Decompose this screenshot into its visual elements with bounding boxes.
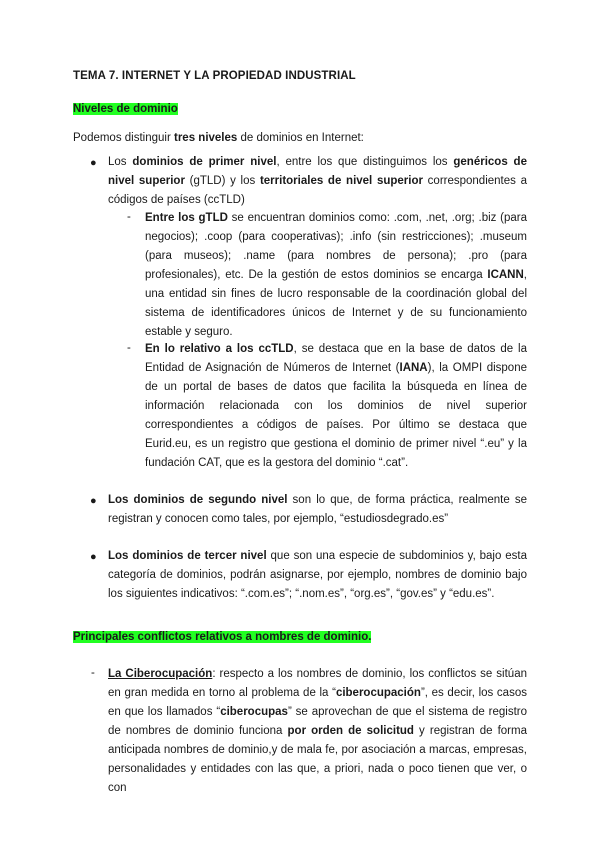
dash-marker: - (127, 342, 131, 354)
section-heading-text: Principales conflictos relativos a nombres de dominio. (73, 631, 372, 643)
bullet-tercer-nivel: Los dominios de tercer nivel que son una especie de subdominios y, bajo esta categoría de dominios, podrán asignarse, por ejemplo, nombres de dominio bajo los siguientes indicativos: “.com.es”; “.nom.es”, “org.es”, “gov.es” y “edu.es”. (108, 550, 527, 600)
section-heading-conflictos (73, 627, 371, 645)
intro-text: Podemos distinguir (73, 132, 174, 144)
section-heading-text: Niveles de dominio (73, 103, 178, 115)
intro-bold: tres niveles (174, 132, 238, 144)
intro-paragraph (73, 132, 364, 144)
subitem-gtld: Entre los gTLD se encuentran dominios como: .com, .net, .org; .biz (para negocios); .coop (para cooperativas); .info (sin restricciones); .museum (para museos); .name (para nombres de persona); .pro (para profesionales), etc. De la gestión de estos dominios se encarga ICANN, una entidad sin fines de lucro responsable de la coordinación global del sistema de identificadores únicos de Internet y de su funcionamiento estable y seguro. (145, 212, 527, 338)
bullet-primer-nivel: Los dominios de primer nivel, entre los que distinguimos los genéricos de nivel superior (gTLD) y los territoriales de nivel superior correspondientes a códigos de países (ccTLD) (108, 156, 527, 206)
item-ciberocupacion: La Ciberocupación: respecto a los nombres de dominio, los conflictos se sitúan en gran medida en torno al problema de la “ciberocupación”, es decir, los casos en que los llamados “ciberocupas” se aprovechan de que el sistema de registro de nombres de dominio funciona por orden de solicitud y registran de forma anticipada nombres de dominio,y de mala fe, por asociación a marcas, empresas, personalidades y entidades con las que, a priori, nada o poco tienen que ver, o con (108, 668, 528, 794)
bullet-marker: ● (90, 551, 97, 563)
intro-text-end: de dominios en Internet: (237, 132, 364, 144)
bullet-marker: ● (90, 495, 97, 507)
bullet-marker: ● (90, 157, 97, 169)
bullet-segundo-nivel: Los dominios de segundo nivel son lo que, de forma práctica, realmente se registran y conocen como tales, por ejemplo, “estudiosdegrado.es” (108, 494, 527, 525)
section-heading-niveles (73, 99, 178, 117)
dash-marker: - (127, 211, 131, 223)
dash-marker: - (91, 667, 95, 679)
subitem-cctld: En lo relativo a los ccTLD, se destaca que en la base de datos de la Entidad de Asignación de Números de Internet (IANA), la OMPI dispone de un portal de bases de datos que facilita la búsqueda en línea de información relacionada con los dominios de nivel superior correspondientes a códigos de países. Por último se destaca que Eurid.eu, es un registro que gestiona el dominio de primer nivel “.eu” y la fundación CAT, que es la gestora del dominio “.cat”. (145, 343, 527, 469)
document-title: TEMA 7. INTERNET Y LA PROPIEDAD INDUSTRIAL (73, 70, 356, 82)
